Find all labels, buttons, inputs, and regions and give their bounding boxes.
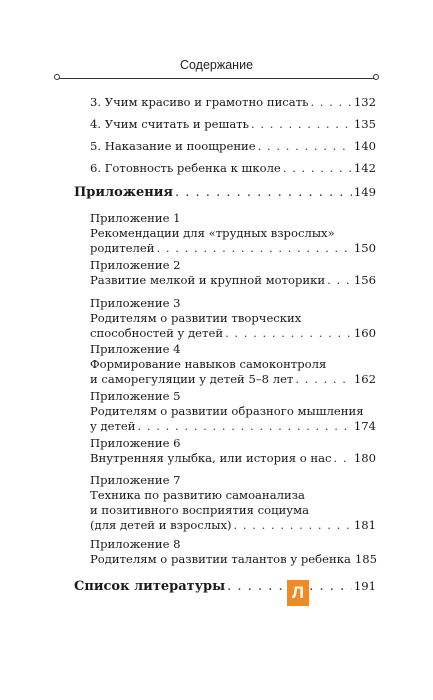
toc-entry-appendix-5[interactable] [90,389,376,434]
dot-leader [251,117,352,132]
toc-page-number: 160 [353,326,376,340]
header-rule [58,78,376,79]
toc-entry[interactable] [90,161,376,176]
appendix-label: Приложение 8 [90,537,181,551]
toc-entry-title: 3. Учим красиво и грамотно писать [90,95,309,109]
appendix-title-line: Техника по развитию самоанализа [90,488,305,502]
appendix-label: Приложение 7 [90,473,181,487]
toc-page-number: 150 [353,241,376,255]
toc-section-bibliography[interactable] [74,579,376,594]
toc-entry[interactable] [90,117,376,132]
toc-entry-appendix-6[interactable] [90,436,376,466]
toc-entry-line [90,139,376,154]
toc-entry-title: родителей [90,241,155,255]
toc-section-appendices[interactable] [74,185,376,200]
toc-section-title: Список литературы [74,579,226,594]
toc-entry-title: и саморегуляции у детей 5–8 лет [90,372,294,386]
appendix-title-line: Родителям о развитии творческих [90,311,302,325]
dot-leader [175,185,352,200]
dot-leader [225,326,352,341]
appendix-label: Приложение 1 [90,211,181,225]
dot-leader [258,139,352,154]
appendix-title-line: Родителям о развитии образного мышления [90,404,364,418]
toc-entry-line [90,95,376,110]
toc-entry-appendix-3[interactable] [90,296,376,341]
toc-entry-title: (для детей и взрослых) [90,518,232,532]
toc-page-number: 185 [354,552,378,566]
toc-entry-title: Внутренняя улыбка, или история о нас [90,451,332,465]
toc-entry[interactable] [90,95,376,110]
toc-entry-line [90,117,376,132]
toc-entry-appendix-2[interactable] [90,258,376,288]
toc-entry-title: 5. Наказание и поощрение [90,139,256,153]
toc-entry-line [74,579,376,594]
toc-entry-line [74,185,376,200]
toc-entry-title: 4. Учим считать и решать [90,117,249,131]
toc-entry-title: у детей [90,419,136,433]
dot-leader [234,518,352,533]
dot-leader [295,372,352,387]
toc-entry-appendix-8[interactable] [90,537,376,567]
toc-entry-appendix-1[interactable] [90,211,376,256]
toc-entry-line [90,241,376,256]
toc-entry-title: 6. Готовность ребенка к школе [90,161,281,175]
toc-page-number: 142 [353,161,376,175]
toc-page-number: 181 [353,518,376,532]
toc-page-number: 162 [353,372,376,386]
toc-entry-title: способностей у детей [90,326,224,340]
toc-entry-title: Развитие мелкой и крупной моторики [90,273,326,287]
toc-entry-line [90,552,376,567]
toc-page-number: 132 [353,95,376,109]
dot-leader [138,419,352,434]
toc-entry[interactable] [90,139,376,154]
toc-page-number: 156 [353,273,376,287]
appendix-label: Приложение 5 [90,389,181,403]
dot-leader [334,451,352,466]
toc-entry-appendix-4[interactable] [90,342,376,387]
appendix-label: Приложение 2 [90,258,181,272]
toc-page-number: 180 [353,451,376,465]
appendix-title-line: Формирование навыков самоконтроля [90,357,327,371]
appendix-label: Приложение 4 [90,342,181,356]
toc-page-number: 174 [353,419,376,433]
dot-leader [327,273,352,288]
publisher-badge-icon: Л [287,580,309,606]
toc-page-number: 140 [353,139,376,153]
toc-page-number: 149 [353,185,376,199]
toc-entry-line [90,273,376,288]
appendix-title-line: и позитивного восприятия социума [90,503,310,517]
toc-page-number: 135 [353,117,376,131]
dot-leader [283,161,352,176]
toc-entry-appendix-7[interactable] [90,473,376,533]
appendix-label: Приложение 6 [90,436,181,450]
rule-right-ornament [373,74,379,80]
toc-entry-line [90,372,376,387]
toc-entry-line [90,326,376,341]
toc-entry-line [90,419,376,434]
appendix-title-line: Рекомендации для «трудных взрослых» [90,226,335,240]
toc-entry-title: Родителям о развитии талантов у ребенка [90,552,351,566]
toc-entry-line [90,518,376,533]
dot-leader [310,95,351,110]
toc-section-title: Приложения [74,185,174,200]
running-header: Содержание [179,58,254,72]
toc-page-number: 191 [353,579,376,593]
toc-entry-line [90,161,376,176]
rule-left-ornament [54,74,60,80]
appendix-label: Приложение 3 [90,296,181,310]
toc-entry-line [90,451,376,466]
dot-leader [157,241,352,256]
